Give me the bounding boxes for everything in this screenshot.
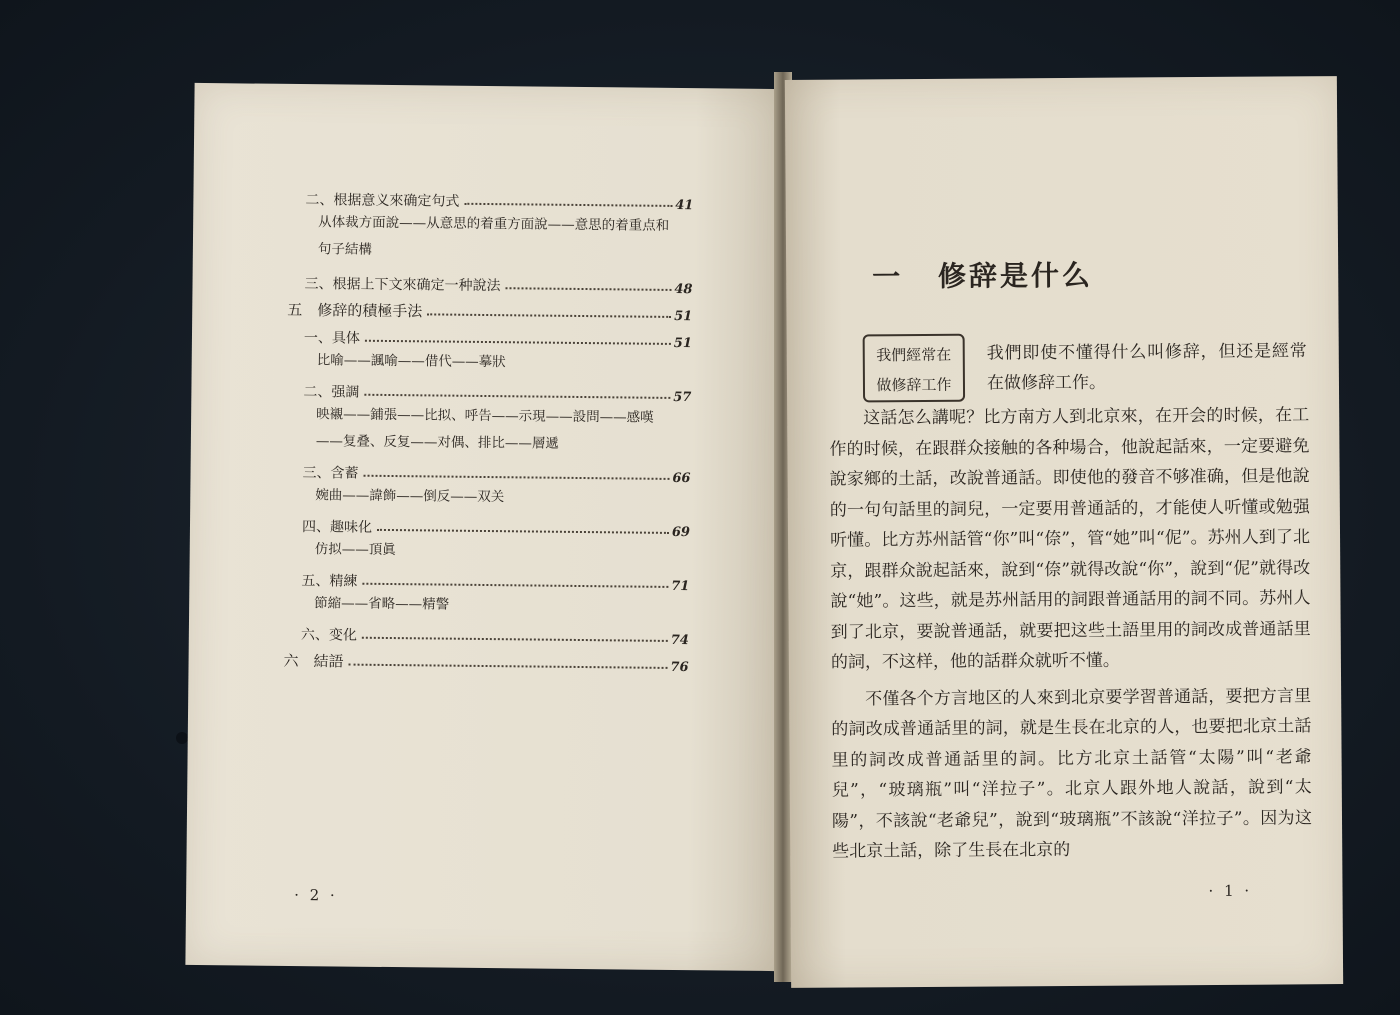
margin-note-line: 做修辞工作 [876, 375, 952, 395]
chapter-title-text: 修辞是什么 [937, 258, 1094, 293]
right-page [785, 76, 1343, 988]
toc-leader [427, 312, 671, 318]
toc-entry-page: 76 [670, 659, 689, 676]
right-page-number: · 1 · [1208, 881, 1253, 900]
toc-subtopics: 仿拟——頂眞 [314, 541, 396, 559]
binder-hole-mark [176, 732, 188, 744]
toc-leader [505, 286, 671, 291]
left-page-number: · 2 · [294, 886, 338, 905]
margin-note-box [863, 334, 965, 403]
paragraph: 不僅各个方言地区的人來到北京要学習普通話，要把方言里的詞改成普通話里的詞，就是生長在北京的人，也要把北京土話里的詞改成普通話里的詞。比方北京土話管“太陽”叫“老爺兒”，“玻璃瓶”叫“洋拉子”。北京人跟外地人說話，說到“太陽”，不該說“老爺兒”，說到“玻璃瓶”不該說“洋拉子”。因为这些北京土話，除了生長在北京的 [831, 685, 1313, 862]
toc-entry-label: 二、根据意义來确定句式 [305, 192, 460, 210]
toc-chapter-entry[interactable] [283, 644, 688, 675]
toc-entry[interactable] [286, 374, 691, 405]
toc-entry-label: 三、含蓄 [302, 465, 359, 482]
left-page [185, 83, 784, 971]
toc-entry-label: 一、具体 [303, 330, 361, 347]
toc-entry-page: 51 [673, 335, 693, 352]
toc-entry[interactable] [285, 455, 690, 486]
toc-entry-page: 57 [673, 389, 692, 406]
toc-subtopics: 比喻——諷喻——借代——摹狀 [316, 352, 506, 371]
toc-entry-label: 六、变化 [300, 627, 357, 644]
toc-leader [364, 474, 670, 480]
toc-chapter-entry[interactable] [287, 293, 692, 324]
table-of-contents [283, 182, 693, 675]
toc-subtopics: 婉曲——諱飾——倒反——双关 [315, 487, 505, 506]
toc-subtopics: 从体裁方面說——从意思的着重方面說——意思的着重点和句子結構 [317, 214, 670, 258]
toc-entry-page: 69 [671, 524, 691, 541]
toc-leader [377, 528, 669, 534]
toc-leader [349, 663, 668, 669]
toc-subtopics: 節縮——省略——精警 [314, 595, 450, 613]
toc-entry[interactable] [285, 509, 690, 540]
toc-leader [362, 636, 668, 642]
toc-entry-page: 66 [672, 470, 691, 487]
toc-entry-page: 71 [671, 578, 690, 595]
toc-entry-label: 五 修辞的積極手法 [287, 300, 423, 321]
paragraph: 这話怎么講呢？比方南方人到北京來，在开会的时候，在工作的时候，在跟群众接触的各种場合，他說起話來，一定要避免說家鄉的土話，改說普通話。即使他的發音不够准确，但是他說的一句句話里的詞兒，一定要用普通話的，才能使人听懂或勉强听懂。比方苏州話管“你”叫“倷”，管“她”叫“伲”。苏州人到了北京，跟群众說起話來，說到“倷”就得改說“你”，說到“伲”就得改說“她”。这些，就是苏州話用的詞跟普通話用的詞不同。苏州人到了北京，要說普通話，就要把这些土語里用的詞改成普通話里的詞，不这样，他的話群众就听不懂。 [829, 405, 1311, 673]
toc-entry-page: 51 [674, 308, 693, 325]
toc-entry-page: 48 [674, 281, 693, 298]
toc-entry[interactable] [287, 266, 692, 297]
toc-entry-label: 五、精練 [301, 573, 358, 590]
lead-paragraph: 我們即使不懂得什么叫修辞，但还是經常在做修辞工作。 [986, 341, 1307, 394]
toc-entry[interactable] [284, 617, 689, 648]
margin-note-line: 我們經常在 [876, 345, 952, 365]
toc-entry-label: 二、强調 [303, 384, 360, 401]
chapter-title [872, 254, 1093, 296]
toc-leader [365, 339, 671, 345]
toc-entry-label: 六 結語 [283, 651, 344, 671]
toc-leader [362, 582, 668, 588]
toc-entry-label: 三、根据上下文來确定一种說法 [304, 276, 501, 295]
open-book [190, 72, 1342, 972]
toc-entry[interactable] [284, 563, 689, 594]
body-text [829, 400, 1312, 867]
toc-subtopics: 映襯——鋪張——比拟、呼告——示現——設問——感嘆——复叠、反复——对偶、排比——層遞 [315, 406, 654, 452]
toc-entry[interactable] [287, 320, 692, 351]
chapter-number: 一 [872, 260, 904, 294]
toc-leader [464, 202, 672, 207]
toc-entry-page: 41 [675, 197, 694, 214]
toc-entry-label: 四、趣味化 [301, 519, 373, 536]
toc-entry-page: 74 [670, 632, 689, 649]
toc-leader [364, 393, 670, 399]
toc-entry[interactable] [288, 182, 693, 213]
